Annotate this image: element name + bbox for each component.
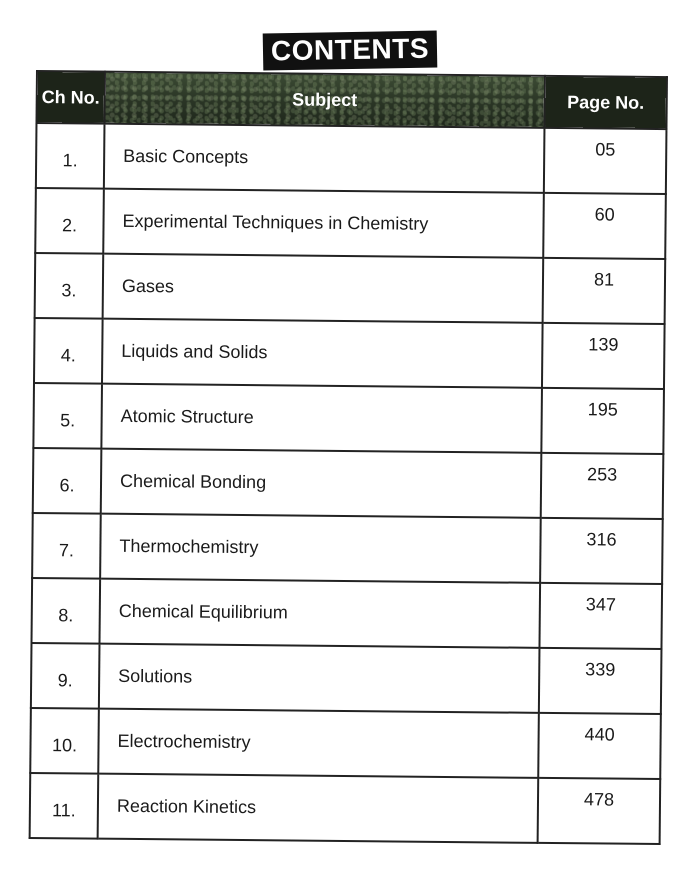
contents-table — [29, 70, 668, 845]
chapter-page-number: 316 — [540, 518, 663, 584]
chapter-number: 4. — [34, 318, 103, 384]
chapter-number: 7. — [32, 513, 101, 579]
chapter-subject: Solutions — [99, 644, 540, 713]
chapter-subject: Liquids and Solids — [102, 319, 543, 388]
contents-sheet — [29, 70, 666, 845]
chapter-number: 6. — [33, 448, 102, 514]
chapter-page-number: 60 — [543, 193, 666, 259]
header-row — [36, 71, 666, 129]
table-row — [31, 578, 662, 649]
table-row — [34, 318, 665, 389]
header-ch-no: Ch No. — [36, 71, 104, 124]
contents-body — [30, 123, 667, 844]
chapter-subject: Chemical Equilibrium — [99, 579, 540, 648]
table-row — [32, 513, 663, 584]
chapter-subject: Gases — [103, 254, 544, 323]
chapter-subject: Reaction Kinetics — [98, 774, 539, 843]
chapter-page-number: 347 — [539, 583, 662, 649]
chapter-number: 2. — [35, 188, 104, 254]
chapter-number: 9. — [31, 643, 100, 709]
chapter-number: 3. — [35, 253, 104, 319]
chapter-subject: Atomic Structure — [101, 384, 542, 453]
chapter-number: 8. — [31, 578, 100, 644]
chapter-number: 11. — [30, 773, 99, 839]
chapter-page-number: 440 — [538, 713, 661, 779]
table-row — [33, 448, 664, 519]
chapter-page-number: 05 — [544, 128, 667, 194]
table-row — [31, 643, 662, 714]
chapter-number: 1. — [36, 123, 105, 189]
table-row — [35, 253, 666, 324]
table-row — [30, 773, 661, 844]
chapter-number: 5. — [33, 383, 102, 449]
header-page-no: Page No. — [544, 76, 666, 129]
table-row — [36, 123, 667, 194]
chapter-page-number: 253 — [541, 453, 664, 519]
chapter-subject: Chemical Bonding — [101, 449, 542, 518]
chapter-subject: Thermochemistry — [100, 514, 541, 583]
chapter-subject: Basic Concepts — [104, 124, 545, 193]
page-title: CONTENTS — [263, 30, 438, 70]
chapter-page-number: 339 — [539, 648, 662, 714]
table-row — [35, 188, 666, 259]
chapter-page-number: 81 — [543, 258, 666, 324]
chapter-page-number: 195 — [541, 388, 664, 454]
chapter-page-number: 139 — [542, 323, 665, 389]
chapter-subject: Experimental Techniques in Chemistry — [103, 189, 544, 258]
chapter-number: 10. — [30, 708, 99, 774]
table-row — [30, 708, 661, 779]
chapter-page-number: 478 — [538, 778, 661, 844]
title-container — [0, 32, 700, 69]
header-subject: Subject — [104, 72, 544, 128]
table-row — [33, 383, 664, 454]
chapter-subject: Electrochemistry — [98, 709, 539, 778]
